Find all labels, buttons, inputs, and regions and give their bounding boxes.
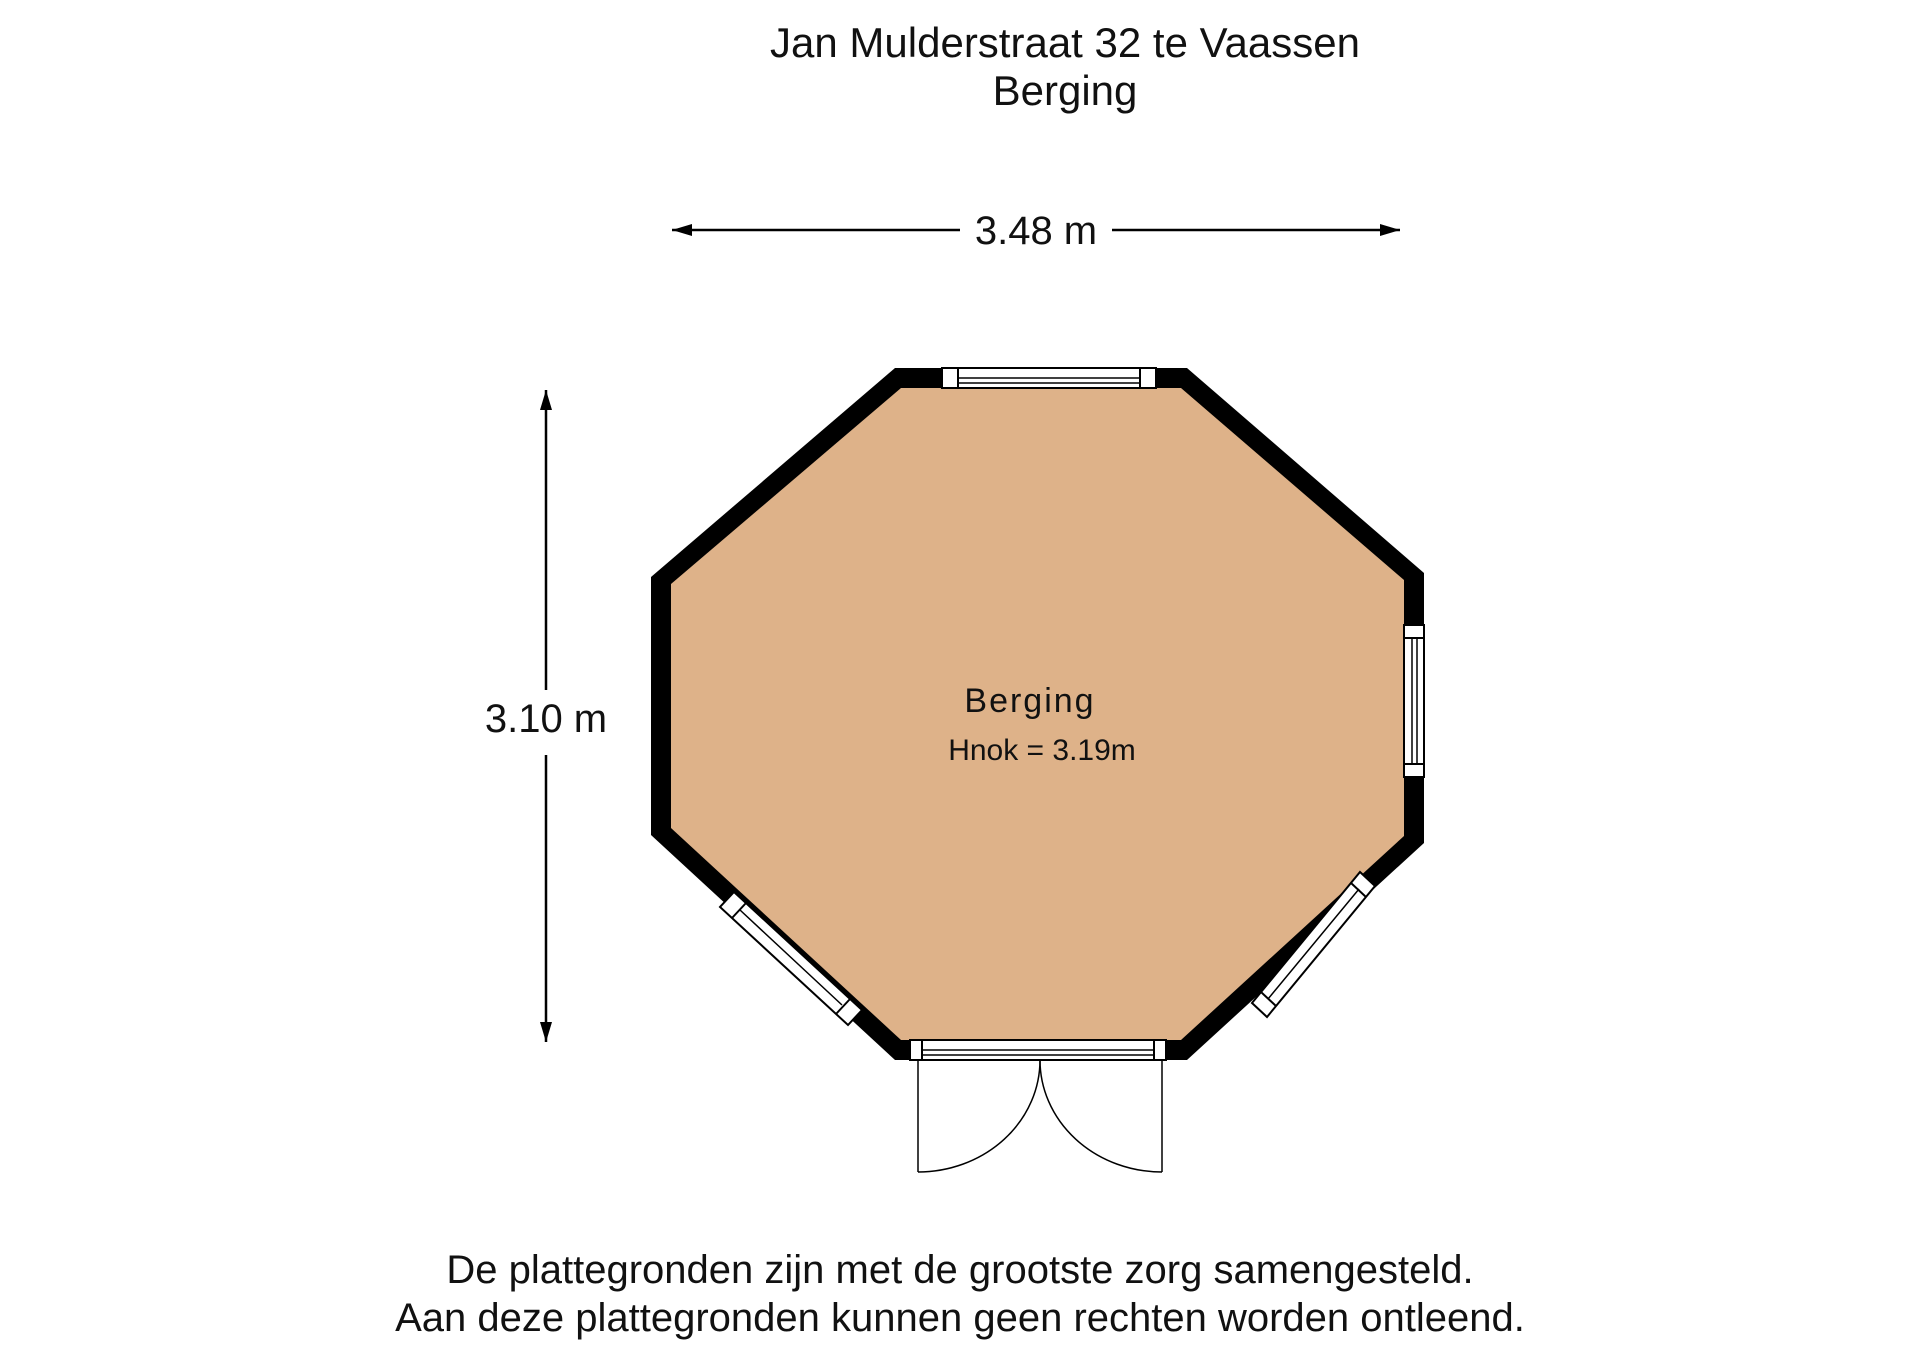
double-door xyxy=(910,1040,1166,1172)
window-right xyxy=(1404,625,1424,777)
plan-address-title: Jan Mulderstraat 32 te Vaassen xyxy=(770,19,1360,66)
door-swing-right xyxy=(1040,1060,1162,1172)
width-label: 3.48 m xyxy=(974,209,1098,253)
disclaimer-line-1: De plattegronden zijn met de grootste zorg samengesteld. xyxy=(446,1248,1474,1292)
disclaimer-line-2: Aan deze plattegronden kunnen geen rechten worden ontleend. xyxy=(395,1296,1525,1340)
height-label: 3.10 m xyxy=(484,697,608,741)
door-swing-left xyxy=(918,1060,1040,1172)
room-name-label: Berging xyxy=(964,682,1096,720)
window-top xyxy=(942,368,1156,388)
width-dimension xyxy=(672,209,1400,253)
room-ridge-height-label: Hnok = 3.19m xyxy=(948,734,1136,767)
plan-floor-title: Berging xyxy=(992,67,1138,114)
height-dimension xyxy=(485,390,607,1042)
